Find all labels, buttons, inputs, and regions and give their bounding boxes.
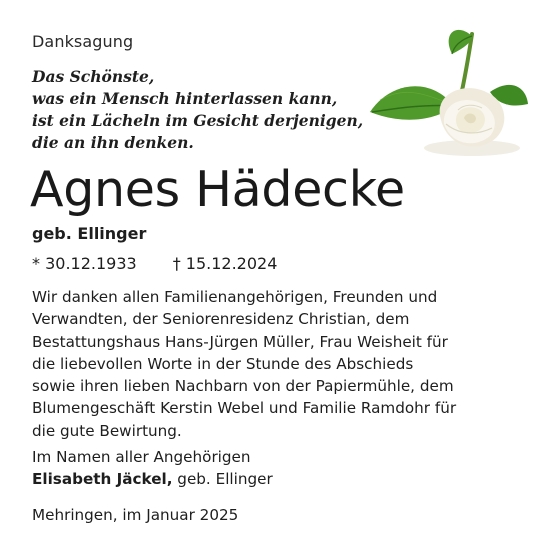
signatory-maiden-name: geb. Ellinger	[172, 470, 273, 488]
paragraph-line: sowie ihren lieben Nachbarn von der Papiermühle, dem	[32, 377, 454, 396]
signature-intro: Im Namen aller Angehörigen	[32, 448, 251, 466]
quote-line: Das Schönste,	[32, 67, 155, 86]
quote-line: die an ihn denken.	[32, 133, 194, 152]
signatory-name: Elisabeth Jäckel,	[32, 470, 173, 488]
white-rose-icon	[360, 20, 530, 170]
paragraph-line: Verwandten, der Seniorenresidenz Christian, dem	[32, 310, 410, 329]
quote-line: was ein Mensch hinterlassen kann,	[32, 89, 338, 108]
signatory	[32, 470, 273, 488]
death-date: † 15.12.2024	[172, 254, 278, 273]
thanks-paragraph	[32, 286, 502, 442]
paragraph-line: Wir danken allen Familienangehörigen, Freunden und	[32, 288, 438, 306]
paragraph-line: Bestattungshaus Hans-Jürgen Müller, Frau Weisheit für	[32, 332, 448, 351]
quote-line: ist ein Lächeln im Gesicht derjenigen,	[32, 111, 364, 130]
paragraph-line: Blumengeschäft Kerstin Webel und Familie Ramdohr für	[32, 399, 457, 418]
notice-heading: Danksagung	[32, 32, 134, 51]
deceased-name: Agnes Hädecke	[30, 161, 405, 218]
life-dates	[32, 254, 277, 273]
place-and-date: Mehringen, im Januar 2025	[32, 506, 239, 524]
memorial-quote	[32, 66, 364, 154]
birth-date: * 30.12.1933	[32, 254, 137, 273]
maiden-name: geb. Ellinger	[32, 224, 147, 243]
paragraph-line: die gute Bewirtung.	[32, 421, 182, 440]
paragraph-line: die liebevollen Worte in der Stunde des Abschieds	[32, 354, 414, 373]
